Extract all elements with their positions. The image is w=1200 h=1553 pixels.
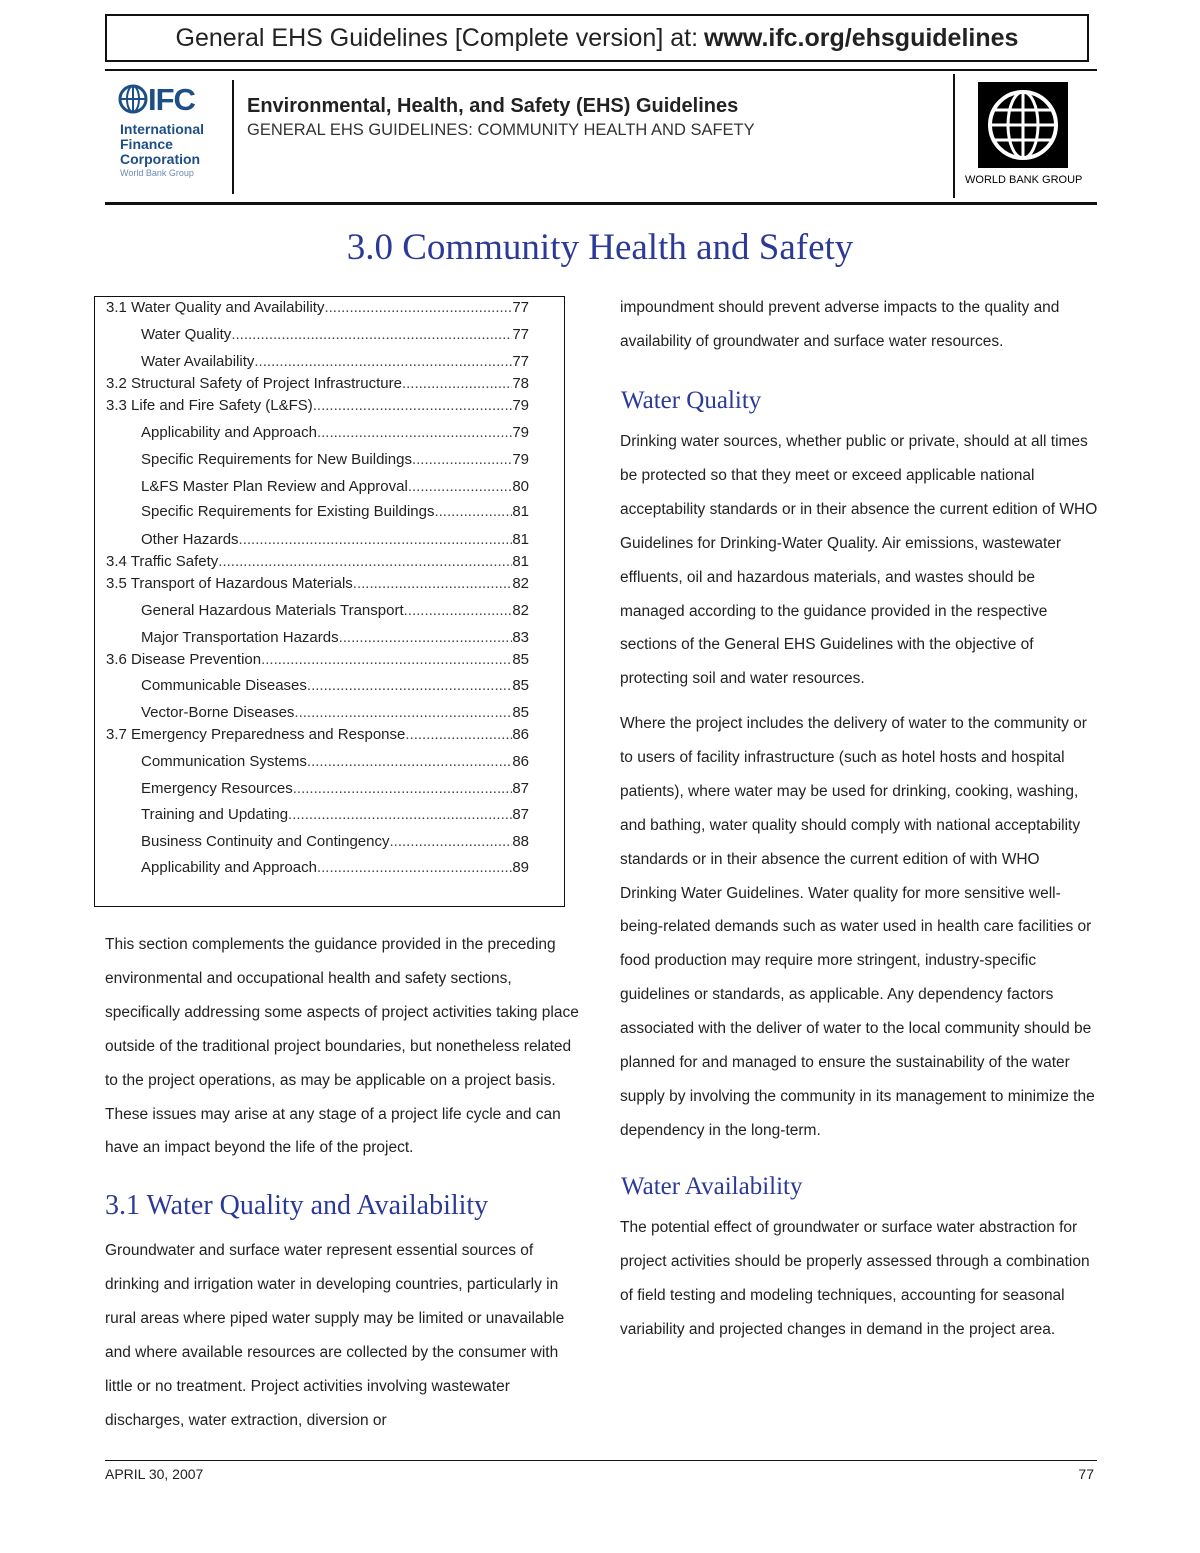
water-availability-heading: Water Availability [621, 1173, 803, 1200]
toc-leader-dots [294, 704, 512, 721]
toc-entry-label: 3.5 Transport of Hazardous Materials [106, 575, 353, 592]
toc-leader-dots [218, 553, 512, 570]
toc-entry[interactable] [106, 375, 529, 392]
header-bottom-rule [105, 202, 1097, 205]
footer-date: APRIL 30, 2007 [105, 1466, 204, 1482]
toc-entry-label: Applicability and Approach [141, 859, 317, 876]
toc-entry-page: 86 [512, 726, 529, 743]
toc-entry-page: 79 [512, 397, 529, 414]
toc-entry[interactable] [106, 397, 529, 414]
section-3-1-heading: 3.1 Water Quality and Availability [105, 1190, 489, 1221]
ifc-name-line: International [120, 121, 205, 137]
toc-entry-label: 3.2 Structural Safety of Project Infrastructure [106, 375, 402, 392]
toc-leader-dots [408, 478, 513, 495]
toc-entry-label: Specific Requirements for Existing Buildings [141, 503, 435, 520]
guidelines-banner [105, 14, 1089, 62]
toc-leader-dots [412, 451, 512, 468]
toc-entry-page: 77 [512, 326, 529, 343]
toc-leader-dots [389, 833, 512, 850]
toc-entry-page: 85 [512, 704, 529, 721]
toc-leader-dots [231, 326, 512, 343]
toc-leader-dots [293, 780, 513, 797]
toc-entry[interactable] [141, 451, 529, 468]
toc-entry-label: L&FS Master Plan Review and Approval [141, 478, 408, 495]
toc-entry-label: Communicable Diseases [141, 677, 307, 694]
footer-page-number: 77 [1078, 1466, 1094, 1482]
toc-entry-page: 85 [512, 651, 529, 668]
toc-entry[interactable] [106, 651, 529, 668]
toc-entry[interactable] [141, 806, 529, 823]
toc-leader-dots [261, 651, 512, 668]
toc-entry-page: 87 [512, 806, 529, 823]
water-availability-paragraph: The potential effect of groundwater or surface water abstraction for project activities should be properly assessed through a combination of field testing and modeling techniques, accounting for seasonal variability and projected changes in demand in the project area. [620, 1219, 1090, 1338]
toc-leader-dots [339, 629, 513, 646]
toc-leader-dots [353, 575, 513, 592]
toc-leader-dots [317, 424, 512, 441]
toc-entry-label: Emergency Resources [141, 780, 293, 797]
toc-leader-dots [307, 753, 512, 770]
toc-entry-page: 82 [512, 602, 529, 619]
header-top-rule [105, 69, 1097, 71]
toc-entry-page: 83 [512, 629, 529, 646]
toc-entry[interactable] [106, 575, 529, 592]
toc-entry-page: 77 [512, 299, 529, 316]
toc-entry-page: 88 [512, 833, 529, 850]
continued-paragraph: impoundment should prevent adverse impacts to the quality and availability of groundwater and surface water resources. [620, 299, 1060, 350]
toc-entry[interactable] [141, 833, 529, 850]
water-quality-heading: Water Quality [621, 387, 762, 414]
toc-entry-page: 78 [512, 375, 529, 392]
toc-entry-label: 3.1 Water Quality and Availability [106, 299, 325, 316]
toc-entry[interactable] [141, 326, 529, 343]
toc-entry-page: 85 [512, 677, 529, 694]
toc-entry[interactable] [106, 726, 529, 743]
toc-entry-page: 87 [512, 780, 529, 797]
toc-leader-dots [288, 806, 512, 823]
toc-entry-label: Major Transportation Hazards [141, 629, 339, 646]
toc-entry-label: Communication Systems [141, 753, 307, 770]
toc-entry-label: 3.4 Traffic Safety [106, 553, 219, 570]
toc-entry[interactable] [141, 531, 529, 548]
ifc-name [120, 122, 204, 167]
toc-leader-dots [434, 503, 512, 520]
toc-entry-page: 81 [512, 553, 529, 570]
toc-entry[interactable] [141, 478, 529, 495]
ifc-subtext: World Bank Group [120, 168, 194, 178]
toc-entry-page: 79 [512, 451, 529, 468]
header-divider-left [232, 80, 234, 194]
toc-entry-page: 81 [512, 531, 529, 548]
toc-entry-page: 89 [512, 859, 529, 876]
toc-entry[interactable] [141, 704, 529, 721]
world-bank-label: WORLD BANK GROUP [965, 174, 1083, 186]
toc-entry-page: 79 [512, 424, 529, 441]
toc-entry-label: 3.7 Emergency Preparedness and Response [106, 726, 406, 743]
toc-entry[interactable] [141, 753, 529, 770]
toc-entry-page: 80 [512, 478, 529, 495]
toc-leader-dots [254, 353, 512, 370]
toc-entry[interactable] [106, 553, 529, 570]
toc-entry[interactable] [141, 677, 529, 694]
toc-entry-label: Vector-Borne Diseases [141, 704, 295, 721]
footer-rule [105, 1460, 1097, 1461]
toc-entry-label: General Hazardous Materials Transport [141, 602, 404, 619]
ifc-wordmark: IFC [148, 82, 195, 117]
toc-entry-label: 3.3 Life and Fire Safety (L&FS) [106, 397, 313, 414]
ifc-logo [118, 84, 224, 184]
toc-leader-dots [324, 299, 512, 316]
toc-entry[interactable] [141, 602, 529, 619]
toc-entry[interactable] [141, 629, 529, 646]
toc-leader-dots [404, 602, 513, 619]
toc-entry-page: 81 [512, 503, 529, 520]
world-bank-globe-icon [978, 82, 1068, 168]
toc-leader-dots [239, 531, 513, 548]
toc-leader-dots [307, 677, 512, 694]
header-subtitle: GENERAL EHS GUIDELINES: COMMUNITY HEALTH AND SAFETY [247, 121, 755, 139]
toc-leader-dots [402, 375, 512, 392]
toc-entry[interactable] [141, 780, 529, 797]
toc-entry[interactable] [141, 353, 529, 370]
water-quality-paragraph-1: Drinking water sources, whether public or private, should at all times be protected so that they meet or exceed applicable national acceptability standards or in their absence the current edition of WHO Guidelines for Drinking-Water Quality. Air emissions, wastewater effluents, oil and hazardous materials, and wastes should be managed according to the guidance provided in the respective sections of the General EHS Guidelines with the objective of protecting soil and water resources. [620, 433, 1098, 688]
header-divider-right [953, 74, 955, 198]
toc-entry-label: Water Availability [141, 353, 255, 370]
page-title: 3.0 Community Health and Safety [346, 227, 854, 268]
banner-url-link[interactable]: www.ifc.org/ehsguidelines [704, 23, 1019, 52]
ifc-globe-icon [118, 84, 148, 114]
toc-entry-label: Business Continuity and Contingency [141, 833, 390, 850]
toc-entry-label: Water Quality [141, 326, 232, 343]
toc-entry-page: 86 [512, 753, 529, 770]
toc-entry-page: 77 [512, 353, 529, 370]
header-title: Environmental, Health, and Safety (EHS) Guidelines [247, 95, 739, 117]
toc-entry-label: Training and Updating [141, 806, 289, 823]
banner-text: General EHS Guidelines [Complete version] at: [175, 23, 699, 52]
world-bank-logo [978, 82, 1068, 168]
intro-paragraph: This section complements the guidance provided in the preceding environmental and occupational health and safety sections, specifically addressing some aspects of project activities taking place outside of the traditional project boundaries, but nonetheless related to the project operations, as may be applicable on a project basis. These issues may arise at any stage of a project life cycle and can have an impact beyond the life of the project. [105, 936, 579, 1157]
ifc-name-line: Finance [120, 136, 173, 152]
toc-entry[interactable] [141, 503, 529, 520]
toc-entry[interactable] [106, 299, 529, 316]
toc-leader-dots [405, 726, 512, 743]
toc-entry-label: 3.6 Disease Prevention [106, 651, 262, 668]
toc-entry[interactable] [141, 424, 529, 441]
toc-entry[interactable] [141, 859, 529, 876]
ifc-name-line: Corporation [120, 151, 201, 167]
section-3-1-paragraph: Groundwater and surface water represent essential sources of drinking and irrigation water in developing countries, particularly in rural areas where piped water supply may be limited or unavailable and where available resources are collected by the consumer with little or no treatment. Project activities involving wastewater discharges, water extraction, diversion or [105, 1242, 565, 1429]
toc-entry-label: Applicability and Approach [141, 424, 317, 441]
toc-leader-dots [317, 859, 512, 876]
toc-entry-label: Specific Requirements for New Buildings [141, 451, 412, 468]
toc-leader-dots [313, 397, 513, 414]
toc-entry-page: 82 [512, 575, 529, 592]
toc-entry-label: Other Hazards [141, 531, 239, 548]
water-quality-paragraph-2: Where the project includes the delivery of water to the community or to users of facility infrastructure (such as hotel hosts and hospital patients), where water may be used for drinking, cooking, washing, and bathing, water quality should comply with national acceptability standards or in their absence the current edition of with WHO Drinking Water Guidelines. Water quality for more sensitive well-being-related demands such as water used in health care facilities or food production may require more stringent, industry-specific guidelines or standards, as applicable. Any dependency factors associated with the deliver of water to the local community should be planned for and managed to ensure the sustainability of the water supply by involving the community in its management to minimize the dependency in the long-term. [620, 715, 1095, 1139]
